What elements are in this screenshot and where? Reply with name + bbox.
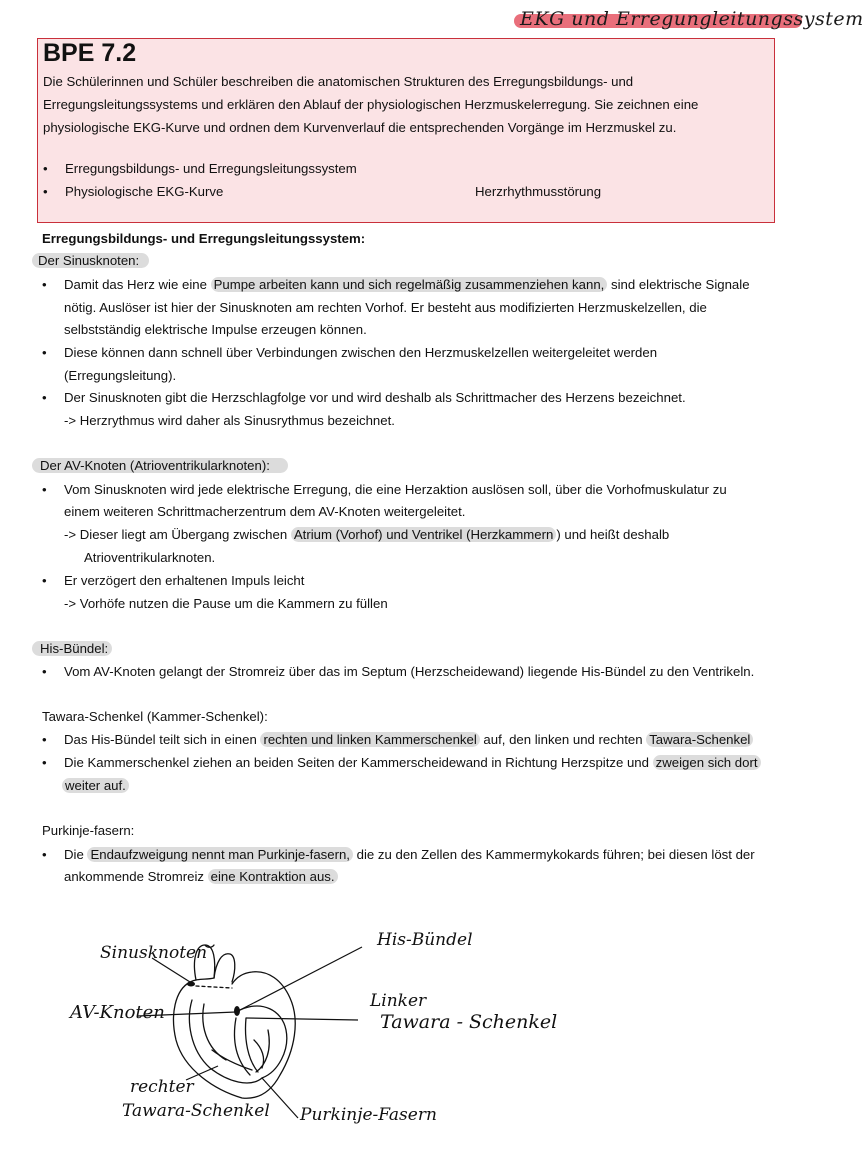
label-linker-tawara: Tawara - Schenkel	[380, 1011, 558, 1033]
section-heading: Erregungsbildungs- und Erregungsleitungssystem:	[42, 231, 366, 246]
sinus-b1-l2: nötig. Auslöser ist hier der Sinusknoten am rechten Vorhof. Er besteht aus modifizierten Herzmuskelzellen, die	[64, 300, 707, 315]
av-node-mark	[234, 1006, 240, 1016]
av-arrow2: -> Vorhöfe nutzen die Pause um die Kammern zu füllen	[64, 596, 388, 611]
his-b1: Vom AV-Knoten gelangt der Stromreiz über das im Septum (Herzscheidewand) liegende His-Bündel zu den Ventrikeln.	[64, 664, 755, 679]
av-arrow1-l2: Atrioventrikularknoten.	[84, 550, 216, 565]
heart-drawing	[174, 945, 296, 1098]
av-b1-l2: einem weiteren Schrittmacherzentrum dem AV-Knoten weitergeleitet.	[64, 504, 466, 519]
purkinje-heading: Purkinje-fasern:	[42, 823, 135, 838]
bullet-dot: •	[42, 847, 47, 862]
sinus-b3-l1: Der Sinusknoten gibt die Herzschlagfolge vor und wird deshalb als Schrittmacher des Herzens bezeichnet.	[64, 390, 686, 405]
purkinje-b1-l1: Die Endaufzweigung nennt man Purkinje-fasern, die zu den Zellen des Kammermykokards führen; bei diesen löst der	[64, 847, 755, 862]
sinus-heading: Der Sinusknoten:	[32, 253, 149, 268]
label-sinusknoten: Sinusknoten	[100, 943, 208, 963]
bpe-title: BPE 7.2	[43, 39, 137, 67]
handwritten-title: EKG und Erregungleitungssystem	[520, 8, 864, 30]
sinus-b2-l2: (Erregungsleitung).	[64, 368, 177, 383]
label-linker: Linker	[370, 991, 427, 1011]
av-heading: Der AV-Knoten (Atrioventrikularknoten):	[32, 458, 288, 473]
bpe-bullet: • Erregungsbildungs- und Erregungsleitungssystem	[43, 161, 357, 176]
bullet-dot: •	[42, 664, 47, 679]
tawara-b2-l2: weiter auf.	[62, 778, 129, 793]
bullet-dot: •	[42, 345, 47, 360]
heart-diagram	[0, 900, 828, 1171]
bpe-description	[43, 70, 763, 139]
label-purkinje: Purkinje-Fasern	[300, 1105, 437, 1125]
bullet-dot: •	[42, 277, 47, 292]
bullet-dot: •	[42, 573, 47, 588]
bullet-dot: •	[42, 732, 47, 747]
av-b1-l1: Vom Sinusknoten wird jede elektrische Erregung, die eine Herzaktion auslösen soll, über die Vorhofmuskulatur zu	[64, 482, 727, 497]
tawara-b2-l1: Die Kammerschenkel ziehen an beiden Seiten der Kammerscheidewand in Richtung Herzspitze und zweigen sich dort	[64, 755, 761, 770]
sinus-b2-l1: Diese können dann schnell über Verbindungen zwischen den Herzmuskelzellen weitergeleitet werden	[64, 345, 658, 360]
bpe-desc-line: physiologische EKG-Kurve und ordnen dem Kurvenverlauf die entsprechenden Vorgänge im Herzmuskel zu.	[43, 120, 677, 135]
sinus-b1-l3: selbstständig elektrische Impulse erzeugen können.	[64, 322, 367, 337]
sinus-node-mark	[187, 982, 195, 987]
label-rechter-tawara: Tawara-Schenkel	[122, 1101, 270, 1121]
bullet-dot: •	[42, 482, 47, 497]
bpe-desc-line: Die Schülerinnen und Schüler beschreiben die anatomischen Strukturen des Erregungsbildungs- und	[43, 74, 634, 89]
label-av-knoten: AV-Knoten	[70, 1002, 165, 1023]
label-his-buendel: His-Bündel	[377, 930, 473, 950]
bullet-dot: •	[42, 755, 47, 770]
bpe-desc-line: Erregungsleitungssystems und erklären den Ablauf der physiologischen Herzmuskelerregung. Sie zeichnen eine	[43, 97, 699, 112]
his-heading: His-Bündel:	[32, 641, 112, 656]
bpe-box	[37, 38, 775, 223]
purkinje-b1-l2: ankommende Stromreiz eine Kontraktion aus.	[64, 869, 338, 884]
bpe-bullet: • Physiologische EKG-Kurve	[43, 184, 224, 199]
bullet-dot: •	[42, 390, 47, 405]
sinus-b3-l2: -> Herzrythmus wird daher als Sinusrythmus bezeichnet.	[64, 413, 395, 428]
bpe-extra: Herzrhythmusstörung	[475, 184, 602, 199]
label-rechter: rechter	[130, 1077, 194, 1097]
sinus-b1-l1: Damit das Herz wie eine Pumpe arbeiten kann und sich regelmäßig zusammenziehen kann, sind elektrische Signale	[64, 277, 750, 292]
tawara-b1: Das His-Bündel teilt sich in einen rechten und linken Kammerschenkel auf, den linken und rechten Tawara-Schenkel	[64, 732, 753, 747]
av-arrow1-l1: -> Dieser liegt am Übergang zwischen Atrium (Vorhof) und Ventrikel (Herzkammern ) und heißt deshalb	[64, 527, 670, 542]
tawara-heading: Tawara-Schenkel (Kammer-Schenkel):	[42, 709, 268, 724]
av-b2-l1: Er verzögert den erhaltenen Impuls leicht	[64, 573, 305, 588]
